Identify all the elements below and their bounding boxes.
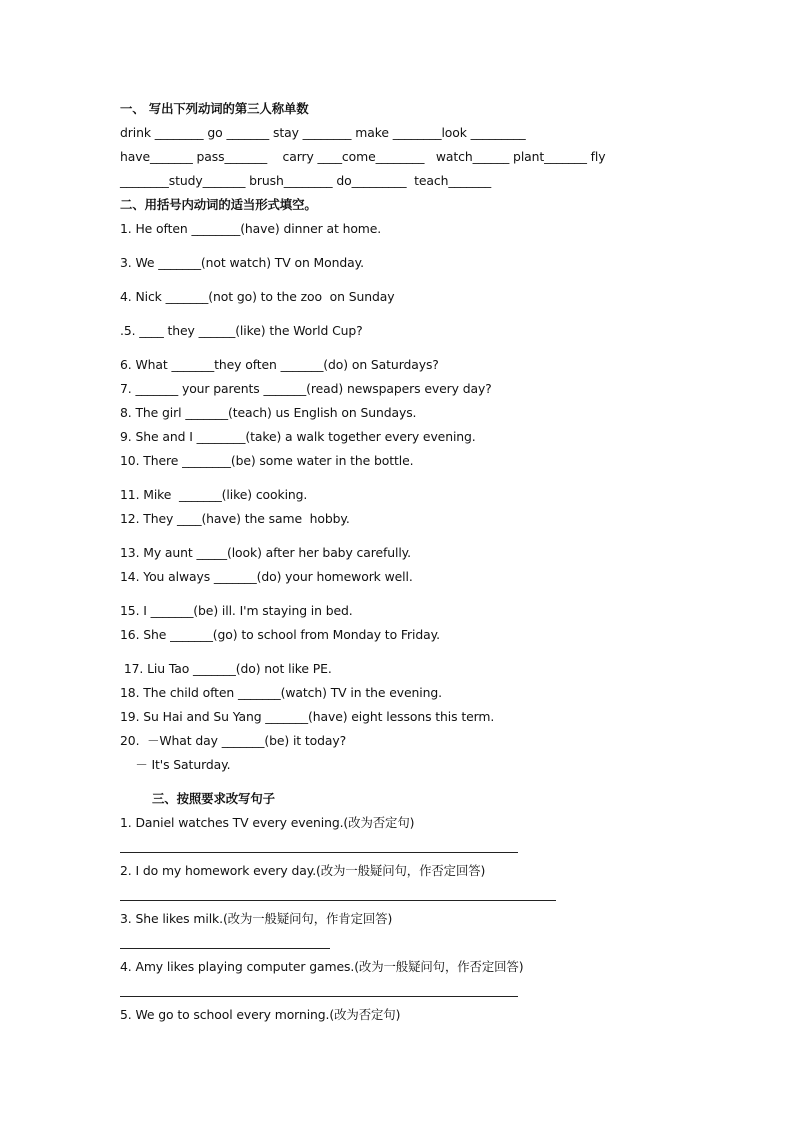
exercise-item-6: 6. What _______they often _______(do) on Saturdays? bbox=[120, 357, 439, 372]
exercise-item-9: 9. She and I ________(take) a walk together every evening. bbox=[120, 429, 476, 444]
rewrite-item-4: 4. Amy likes playing computer games.(改为一般疑问句，作否定回答) bbox=[120, 959, 524, 974]
section-3-heading: 三、按照要求改写句子 bbox=[152, 791, 275, 806]
exercise-item-12: 12. They ____(have) the same hobby. bbox=[120, 511, 350, 526]
exercise-item-7: 7. _______ your parents _______(read) newspapers every day? bbox=[120, 381, 492, 396]
exercise-item-18: 18. The child often _______(watch) TV in the evening. bbox=[120, 685, 442, 700]
section-1-heading: 一、 写出下列动词的第三人称单数 bbox=[120, 101, 309, 116]
exercise-item-17: 17. Liu Tao _______(do) not like PE. bbox=[120, 661, 332, 676]
exercise-item-19: 19. Su Hai and Su Yang _______(have) eight lessons this term. bbox=[120, 709, 495, 724]
exercise-item-10: 10. There ________(be) some water in the bottle. bbox=[120, 453, 414, 468]
exercise-item-15: 15. I _______(be) ill. I'm staying in bed. bbox=[120, 603, 353, 618]
section-1-line-3: ________study_______ brush________ do_________ teach_______ bbox=[120, 173, 492, 188]
exercise-item-20: 20. －What day _______(be) it today? bbox=[120, 733, 347, 748]
section-1-line-1: drink ________ go _______ stay ________ make ________look _________ bbox=[120, 125, 526, 140]
exercise-item-3: 3. We _______(not watch) TV on Monday. bbox=[120, 255, 364, 270]
exercise-item-4: 4. Nick _______(not go) to the zoo on Sunday bbox=[120, 289, 395, 304]
exercise-item-13: 13. My aunt _____(look) after her baby carefully. bbox=[120, 545, 411, 560]
exercise-item-5: .5. ____ they ______(like) the World Cup? bbox=[120, 323, 363, 338]
section-1-line-2: have_______ pass_______ carry ____come________ watch______ plant_______ fly bbox=[120, 149, 606, 164]
section-2-heading: 二、用括号内动词的适当形式填空。 bbox=[120, 197, 317, 212]
exercise-item-14: 14. You always _______(do) your homework well. bbox=[120, 569, 413, 584]
exercise-item-8: 8. The girl _______(teach) us English on Sundays. bbox=[120, 405, 417, 420]
exercise-item-16: 16. She _______(go) to school from Monday to Friday. bbox=[120, 627, 440, 642]
rewrite-item-3: 3. She likes milk.(改为一般疑问句，作肯定回答) bbox=[120, 911, 393, 926]
answer-line-2 bbox=[120, 900, 556, 901]
exercise-item-11: 11. Mike _______(like) cooking. bbox=[120, 487, 308, 502]
answer-line-3 bbox=[120, 948, 330, 949]
answer-line-4 bbox=[120, 996, 518, 997]
exercise-item-1: 1. He often ________(have) dinner at home. bbox=[120, 221, 382, 236]
answer-line-1 bbox=[120, 852, 518, 853]
rewrite-item-2: 2. I do my homework every day.(改为一般疑问句，作否定回答) bbox=[120, 863, 486, 878]
rewrite-item-1: 1. Daniel watches TV every evening.(改为否定句) bbox=[120, 815, 415, 830]
exercise-item-20-answer: － It's Saturday. bbox=[120, 757, 231, 772]
rewrite-item-5: 5. We go to school every morning.(改为否定句) bbox=[120, 1007, 401, 1022]
